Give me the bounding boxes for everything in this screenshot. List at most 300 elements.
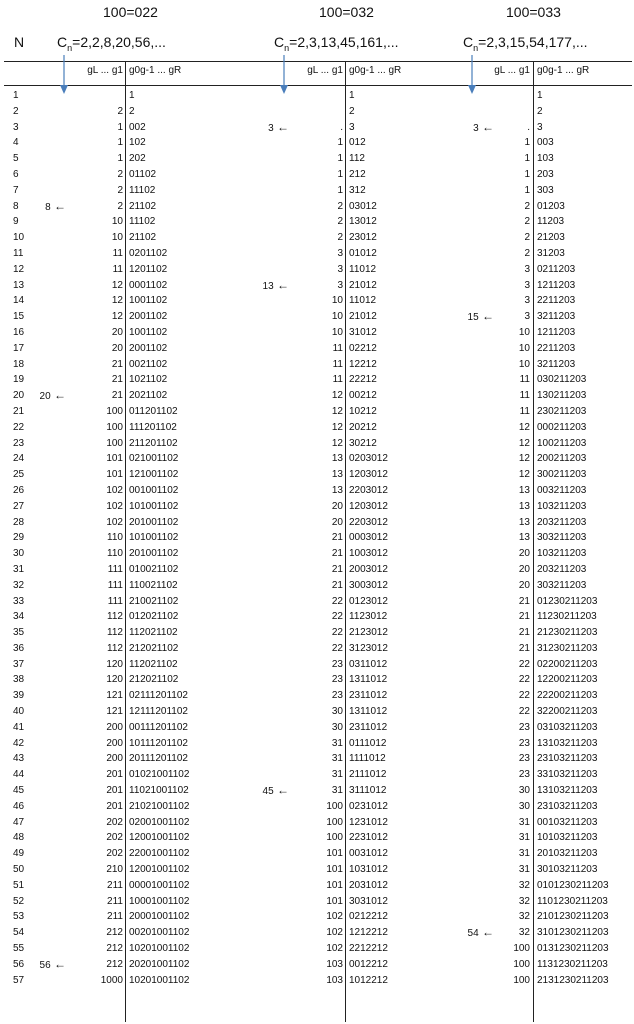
arrow-left-icon: ← (478, 119, 494, 134)
group-3-right-value: 3 (537, 121, 543, 133)
row-number: 29 (13, 532, 25, 544)
row-number: 13 (13, 279, 25, 291)
group-3-right-value: 21203 (537, 232, 565, 244)
group-3-right-value: 003 (537, 137, 554, 149)
group-2-right-value: 312 (349, 184, 366, 196)
table-row (0, 562, 634, 578)
table-row (0, 546, 634, 562)
group-2-right-value: 1123012 (349, 611, 388, 623)
group-3-right-value: 12200211203 (537, 674, 598, 686)
group-1-left-value: 1000 (100, 974, 123, 986)
group-1-left-value: 110 (107, 548, 123, 560)
marker-value: 54 (467, 928, 479, 940)
group-1-right-value: 1001102 (129, 295, 168, 307)
table-row (0, 815, 634, 831)
row-number: 2 (13, 105, 19, 117)
row-number: 10 (13, 232, 25, 244)
table-row (0, 420, 634, 436)
marker-c (263, 783, 289, 800)
group-2-title: 100=032 (319, 4, 374, 20)
group-1-right-value: 111201102 (129, 421, 177, 433)
group-1-left-value: 211 (107, 895, 123, 907)
marker-value: 56 (39, 959, 51, 971)
arrow-left-icon: ← (273, 119, 289, 134)
group-1-right-value: 2001102 (129, 311, 168, 323)
group-2-right-value: 1311012 (349, 674, 388, 686)
group-2-left-value: 11 (332, 374, 343, 386)
group-2-right-value: 30212 (349, 437, 377, 449)
group-2-right-value: 11012 (349, 295, 377, 307)
group-2-left-value: 21 (331, 579, 343, 591)
group-1-right-value: 201001102 (129, 548, 179, 560)
group-2-right-value: 1311012 (349, 706, 388, 718)
group-2-right-value: 2 (349, 105, 355, 117)
group-1-left-value: 21 (111, 358, 123, 370)
group-2-left-value: 22 (331, 595, 343, 607)
group-3-right-value: 3211203 (537, 358, 576, 370)
group-3-left-value: 32 (518, 879, 530, 891)
group-1-left-value: 200 (106, 753, 123, 765)
group-2-left-value: 23 (331, 690, 343, 702)
group-1-right-value: 102 (129, 137, 146, 149)
group-1-right-value: 20201001102 (129, 958, 190, 970)
row-number: 57 (13, 974, 25, 986)
group-3-left-value: 3 (524, 295, 530, 307)
group-1-title: 100=022 (103, 4, 158, 20)
table-row (0, 325, 634, 341)
table-row (0, 925, 634, 941)
group-3-right-value: 2211203 (537, 342, 576, 354)
table-row (0, 214, 634, 230)
group-2-left-value: 13 (331, 453, 343, 465)
group-1-right-value: 201001102 (129, 516, 179, 528)
group-3-left-value: 23 (518, 721, 530, 733)
row-number: 41 (13, 721, 25, 733)
group-1-left-value: 111 (107, 595, 123, 607)
group-3-left-value: 11 (519, 374, 530, 386)
group-1-right-value: 0021102 (129, 358, 168, 370)
group-2-right-value: 2311012 (349, 690, 388, 702)
group-2-left-value: 22 (331, 642, 343, 654)
group-2-left-value: 2 (337, 216, 343, 228)
row-number: 48 (13, 832, 25, 844)
marker-value: 13 (262, 280, 274, 292)
row-number: 32 (13, 579, 25, 591)
group-3-left-value: 13 (518, 484, 530, 496)
table-row (0, 451, 634, 467)
group-3-left-value: 11 (519, 390, 530, 402)
group-2-right-value: 3 (349, 121, 355, 133)
group-1-left-value: 10 (111, 232, 123, 244)
table-row (0, 404, 634, 420)
row-number: 43 (13, 753, 25, 765)
group-2-right-value: 2003012 (349, 563, 388, 575)
row-number: 28 (13, 516, 25, 528)
group-2-left-value: 23 (331, 658, 343, 670)
table-row (0, 262, 634, 278)
row-number: 17 (13, 342, 25, 354)
group-1-left-value: 201 (106, 785, 123, 797)
table-row (0, 751, 634, 767)
group-3-left-value: 31 (518, 832, 530, 844)
table-row (0, 183, 634, 199)
group-2-right-value: 1231012 (349, 816, 388, 828)
row-number: 46 (13, 800, 25, 812)
group-1-right-value: 210021102 (129, 595, 179, 607)
marker-i (45, 199, 66, 216)
arrow-left-icon: ← (50, 388, 66, 403)
table-row (0, 799, 634, 815)
row-number: 39 (13, 690, 25, 702)
marker-value: 20 (39, 391, 51, 403)
row-number: 23 (13, 437, 25, 449)
group-3-left-value: 31 (518, 864, 530, 876)
row-number: 9 (13, 216, 19, 228)
row-number: 35 (13, 627, 25, 639)
group-2-left-value: 10 (331, 295, 343, 307)
group-1-left-value: 11 (112, 247, 123, 259)
group-1-right-value: 012021102 (129, 611, 179, 623)
group-1-right-value: 00201001102 (129, 927, 190, 939)
group-1-left-value: 20 (111, 342, 123, 354)
group-3-right-value: 2 (537, 105, 543, 117)
row-number: 7 (13, 184, 19, 196)
marker-value: 15 (467, 312, 479, 324)
group-1-right-value: 1001102 (129, 326, 168, 338)
group-3-right-value: 103 (537, 153, 554, 165)
group-3-right-value: 31203 (537, 247, 565, 259)
group-3-right-value: 200211203 (537, 453, 587, 465)
group-2-right-value: 0123012 (349, 595, 388, 607)
row-number: 34 (13, 611, 25, 623)
group-3-right-value: 003211203 (537, 484, 587, 496)
table-row (0, 625, 634, 641)
table-row (0, 357, 634, 373)
group-1-right-value: 10201001102 (129, 974, 190, 986)
group-3-left-value: 31 (518, 848, 530, 860)
group-1-left-value: 1 (117, 121, 123, 133)
group-3-right-value: 3211203 (537, 311, 576, 323)
group-2-left-value: 11 (332, 342, 343, 354)
group-2-left-value: 101 (326, 848, 343, 860)
group-3-title: 100=033 (506, 4, 561, 20)
group-2-left-value: 12 (331, 405, 343, 417)
group-2-right-value: 2231012 (349, 832, 388, 844)
group-2-left-value: 20 (331, 516, 343, 528)
group-2-left-value: 20 (331, 500, 343, 512)
group-3-left-value: 12 (518, 437, 530, 449)
group-1-left-value: 202 (106, 848, 123, 860)
group-3-left-value: 22 (518, 658, 530, 670)
table-row (0, 530, 634, 546)
group-2-left-value: 102 (326, 927, 343, 939)
group-3-right-value: 203211203 (537, 563, 587, 575)
group-1-right-value: 1021102 (129, 374, 168, 386)
table-row (0, 436, 634, 452)
group-2-left-value: 1 (337, 168, 343, 180)
row-number: 31 (13, 563, 25, 575)
group-3-left-value: 100 (513, 958, 530, 970)
row-number: 47 (13, 816, 25, 828)
group-1-right-value: 00111201102 (129, 721, 188, 733)
group-3-left-value: 30 (518, 800, 530, 812)
group-2-left-value: 100 (326, 816, 343, 828)
top-rule (4, 61, 632, 62)
group-3-left-value: 21 (518, 642, 530, 654)
row-number: 4 (13, 137, 19, 149)
group-1-right-value: 202 (129, 153, 146, 165)
row-number: 1 (13, 90, 19, 101)
group-2-left-value: 100 (326, 800, 343, 812)
group-3-right-value: 1211203 (537, 279, 576, 291)
group-3-right-value: 2101230211203 (537, 911, 609, 923)
group-1-left-value: 2 (117, 184, 123, 196)
row-number: 21 (13, 405, 25, 417)
group-2-left-value: 21 (331, 548, 343, 560)
group-2-right-value: 12212 (349, 358, 377, 370)
group-2-right-value: 112 (349, 153, 365, 165)
group-1-left-value: 202 (106, 816, 123, 828)
group-1-left-value: 102 (106, 484, 123, 496)
row-number: 38 (13, 674, 25, 686)
table-row (0, 894, 634, 910)
group-1-left-value: 12 (111, 311, 123, 323)
group-1-right-value: 11102 (129, 184, 156, 196)
group-1-right-value: 021001102 (129, 453, 179, 465)
group-3-left-value: 13 (518, 532, 530, 544)
group-2-right-value: 012 (349, 137, 366, 149)
group-2-right-value: 21012 (349, 311, 377, 323)
table-row (0, 293, 634, 309)
group-2-left-value: 13 (331, 484, 343, 496)
group-2-left-value: 12 (331, 390, 343, 402)
group-2-right-value: 2031012 (349, 879, 388, 891)
group-3-left-value: 31 (518, 816, 530, 828)
group-1-left-value: 2 (117, 200, 123, 212)
group-2-left-value: 3 (337, 247, 343, 259)
row-number: 52 (13, 895, 25, 907)
group-3-right-value: 1211203 (537, 326, 576, 338)
table-row (0, 957, 634, 973)
arrow-left-icon: ← (273, 783, 289, 798)
group-3-left-value: . (527, 121, 530, 133)
group-1-left-value: 10 (111, 216, 123, 228)
table-row (0, 736, 634, 752)
table-row (0, 609, 634, 625)
group-2-left-value: 31 (331, 785, 343, 797)
group-1-right-value: 11021001102 (129, 785, 189, 797)
group-2-left-value: 103 (326, 958, 343, 970)
table-row (0, 499, 634, 515)
group-3-right-value: 100211203 (537, 437, 587, 449)
group-1-left-value: 102 (106, 500, 123, 512)
group-3-left-value: 2 (524, 200, 530, 212)
group-3-left-value: 2 (524, 232, 530, 244)
group-3-right-value: 22200211203 (537, 690, 598, 702)
table-row (0, 120, 634, 136)
row-number: 6 (13, 168, 19, 180)
group-1-left-value: 101 (106, 453, 123, 465)
group-2-right-value: 0012212 (349, 958, 388, 970)
table-row (0, 941, 634, 957)
group-3-right-value: 230211203 (537, 405, 587, 417)
group-1-left-value: 110 (107, 532, 123, 544)
group-1-right-value: 12001001102 (129, 864, 190, 876)
group-3-left-value: 1 (524, 153, 530, 165)
group-2-right-value: 10212 (349, 405, 377, 417)
table-row (0, 641, 634, 657)
group-3-left-value: 12 (518, 453, 530, 465)
group-1-left-value: 100 (106, 405, 123, 417)
row-number: 42 (13, 737, 25, 749)
group-3-right-value: 30103211203 (537, 864, 598, 876)
group-3-left-value: 12 (518, 469, 530, 481)
group-1-left-value: 200 (106, 737, 123, 749)
group-3-right-value: 2211203 (537, 295, 576, 307)
row-number: 15 (13, 311, 25, 323)
group-1-left-value: 111 (107, 563, 123, 575)
table-row (0, 720, 634, 736)
table-row (0, 594, 634, 610)
row-number: 5 (13, 153, 19, 165)
group-3-left-value: 1 (524, 137, 530, 149)
row-number: 26 (13, 484, 25, 496)
group-3-left-value: 3 (524, 279, 530, 291)
group-2-left-value: 101 (326, 879, 343, 891)
group-2-left-value: 102 (326, 943, 343, 955)
group-2-right-value: 0203012 (349, 453, 388, 465)
group-1-right-value: 12111201102 (129, 706, 188, 718)
group-3-right-value: 32200211203 (537, 706, 598, 718)
group-2-right-value: 1203012 (349, 500, 388, 512)
group-2-left-value: 2 (337, 200, 343, 212)
group-1-left-value: 121 (106, 706, 123, 718)
group-2-left-value: . (340, 121, 343, 133)
group-1-left-value: 12 (111, 295, 123, 307)
group-3-left-value: 30 (518, 785, 530, 797)
group-3-left-value: 2 (524, 247, 530, 259)
table-row (0, 704, 634, 720)
group-2-right-value: 0003012 (349, 532, 388, 544)
group-2-right-value: 1111012 (349, 753, 386, 765)
group-3-left-value: 3 (524, 311, 530, 323)
row-number: 11 (13, 247, 24, 259)
table-row (0, 341, 634, 357)
group-1-right-value: 101001102 (129, 500, 179, 512)
n-column-label: N (14, 34, 25, 50)
group-2-left-value: 102 (326, 911, 343, 923)
group-2-right-value: 2311012 (349, 721, 388, 733)
group-1-right-value: 1 (129, 90, 135, 101)
group-3-left-value: 11 (519, 405, 530, 417)
group-2-left-value: 22 (331, 627, 343, 639)
group-3-right-value: 130211203 (537, 390, 587, 402)
table-row (0, 167, 634, 183)
group-1-left-value: 21 (111, 374, 123, 386)
marker-c (268, 120, 289, 137)
group-1-right-value: 22001001102 (129, 848, 190, 860)
group-3-left-value: 1 (524, 184, 530, 196)
group-1-right-value: 21102 (129, 232, 157, 244)
table-row (0, 846, 634, 862)
group-1-right-value: 011201102 (129, 405, 178, 417)
group-1-left-header: gL ... g1 (87, 65, 123, 76)
group-3-right-value: 23103211203 (537, 800, 598, 812)
group-3-left-value: 23 (518, 737, 530, 749)
arrow-left-icon: ← (273, 277, 289, 292)
group-1-right-value: 2021102 (129, 390, 168, 402)
row-number: 36 (13, 642, 25, 654)
group-3-left-value: 10 (518, 326, 530, 338)
group-1-right-value: 212021102 (129, 642, 179, 654)
header-rule (4, 85, 632, 86)
group-2-left-value: 30 (331, 721, 343, 733)
group-1-right-value: 21021001102 (129, 800, 190, 812)
table-row (0, 278, 634, 294)
table-row (0, 973, 634, 989)
group-2-left-value: 10 (331, 326, 343, 338)
group-3-right-value: 00103211203 (537, 816, 598, 828)
group-3-right-value: 13103211203 (537, 737, 598, 749)
group-2-left-value: 103 (326, 974, 343, 986)
group-2-right-value: 03012 (349, 200, 377, 212)
table-row (0, 830, 634, 846)
row-number: 8 (13, 200, 19, 212)
group-1-left-value: 20 (111, 326, 123, 338)
group-2-left-value: 22 (331, 611, 343, 623)
group-3-right-value: 0101230211203 (537, 879, 609, 891)
group-3-left-value: 2 (524, 216, 530, 228)
group-3-left-value: 22 (518, 706, 530, 718)
group-2-left-value: 21 (331, 532, 343, 544)
group-1-right-value: 11102 (129, 216, 156, 228)
group-3-left-value: 32 (518, 911, 530, 923)
group-2-left-value: 1 (337, 153, 343, 165)
group-1-left-value: 101 (106, 469, 123, 481)
group-1-right-value: 2 (129, 105, 135, 117)
group-2-left-value: 101 (326, 864, 343, 876)
group-2-right-value: 0111012 (349, 737, 387, 749)
group-1-right-header: g0g-1 ... gR (129, 65, 182, 76)
group-2-left-value: 3 (337, 279, 343, 291)
group-2-right-value: 212 (349, 168, 366, 180)
marker-f (468, 925, 494, 942)
row-number: 54 (13, 927, 25, 939)
group-3-right-value: 1101230211203 (537, 895, 608, 907)
row-number: 44 (13, 769, 25, 781)
group-2-right-value: 02212 (349, 342, 377, 354)
group-1-left-value: 212 (106, 927, 123, 939)
table-row (0, 909, 634, 925)
group-3-right-value: 030211203 (537, 374, 587, 386)
group-3-right-value: 203 (537, 168, 554, 180)
group-3-left-value: 22 (518, 690, 530, 702)
group-3-left-value: 21 (518, 611, 530, 623)
group-1-right-value: 1201102 (129, 263, 168, 275)
group-3-right-header: g0g-1 ... gR (537, 65, 590, 76)
group-1-left-value: 100 (106, 421, 123, 433)
row-number: 24 (13, 453, 25, 465)
group-2-left-value: 23 (331, 674, 343, 686)
group-3-left-value: 21 (518, 595, 530, 607)
table-body (0, 88, 634, 988)
group-1-left-value: 201 (106, 769, 123, 781)
group-3-left-value: 100 (513, 943, 530, 955)
arrow-left-icon: ← (50, 198, 66, 213)
row-number: 51 (13, 879, 25, 891)
row-number: 40 (13, 706, 25, 718)
group-3-right-value: 11230211203 (537, 611, 597, 623)
